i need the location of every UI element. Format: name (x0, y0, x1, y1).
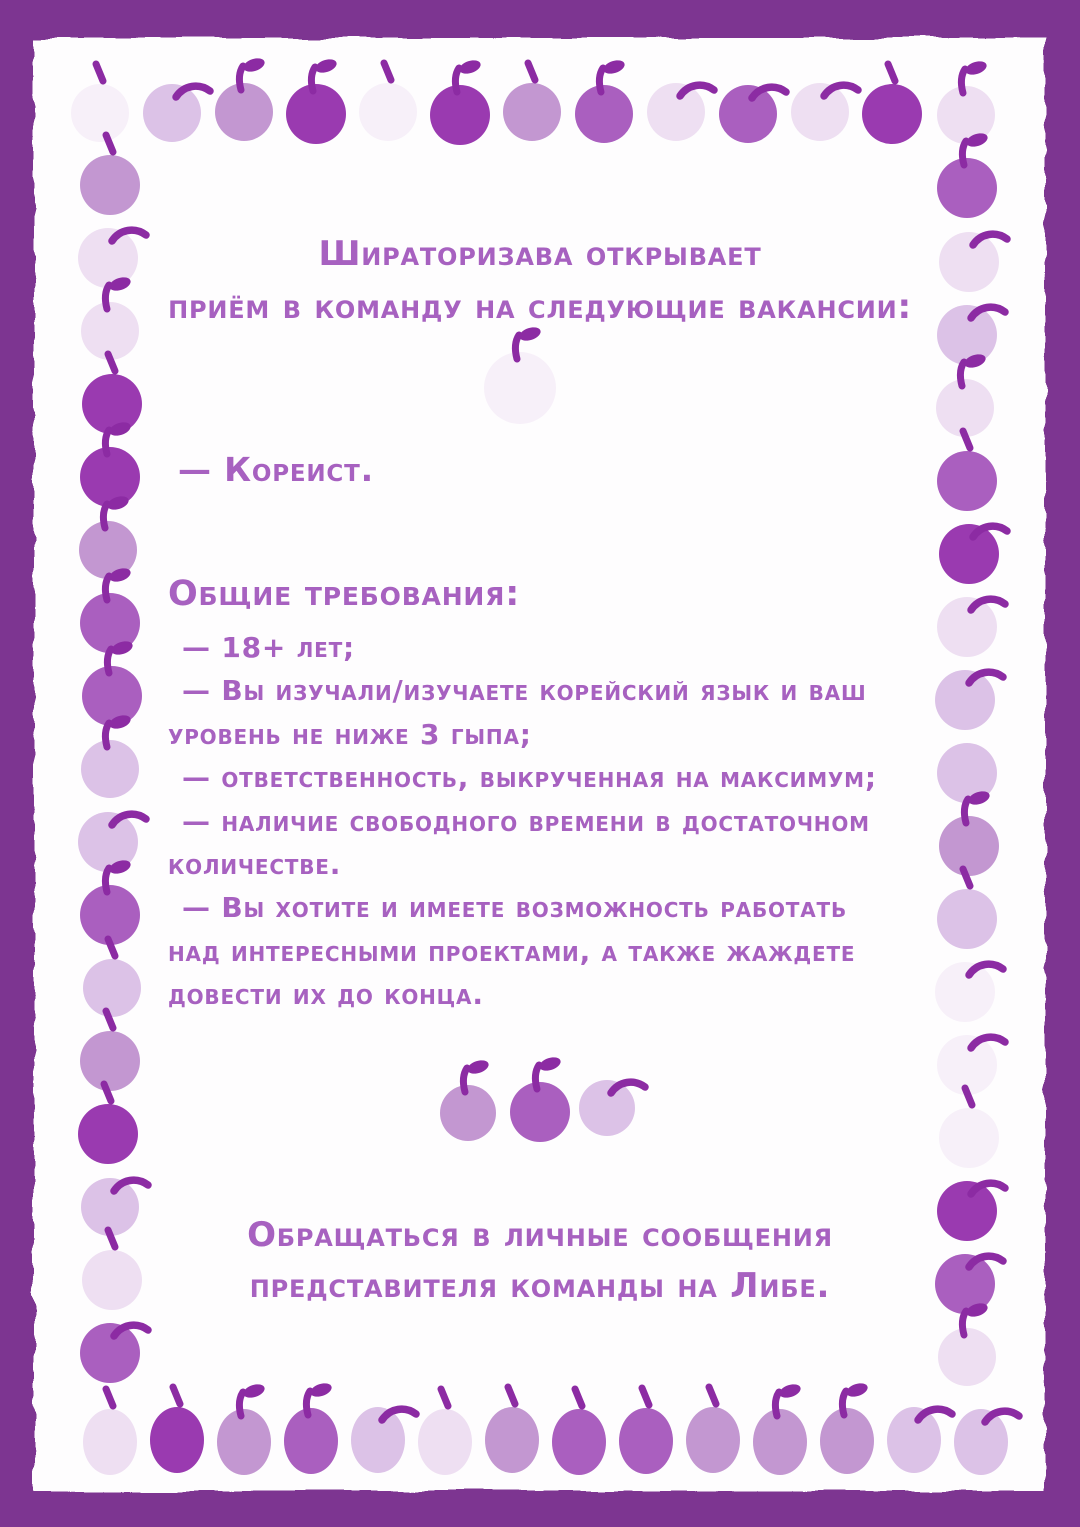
requirement-item: — 18+ лет; (182, 631, 356, 664)
requirement-item: — ответственность, выкрученная на максимум; (182, 761, 877, 795)
footer-contact-line1: Обращаться в личные сообщения (247, 1215, 833, 1255)
requirements-heading: Общие требования: (168, 574, 520, 614)
requirement-item: — наличие свободного времени в достаточном количестве. (168, 804, 870, 881)
vacancy-item: — Кореист. (178, 450, 374, 489)
poster-title-line2: приём в команду на следующие вакансии: (168, 286, 912, 327)
footer-contact-line2: представителя команды на Либе. (249, 1266, 831, 1306)
requirements-list (168, 626, 884, 1017)
poster-title (0, 228, 1080, 333)
requirement-item: — Вы изучали/изучаете корейский язык и ваш уровень не ниже 3 гыпа; (168, 674, 867, 751)
requirement-item: — Вы хотите и имеете возможность работать над интересными проектами, а также жаждете довести их до конца. (168, 891, 856, 1012)
poster-title-line1: Шираторизава открывает (318, 234, 762, 274)
footer-contact (0, 1210, 1080, 1312)
